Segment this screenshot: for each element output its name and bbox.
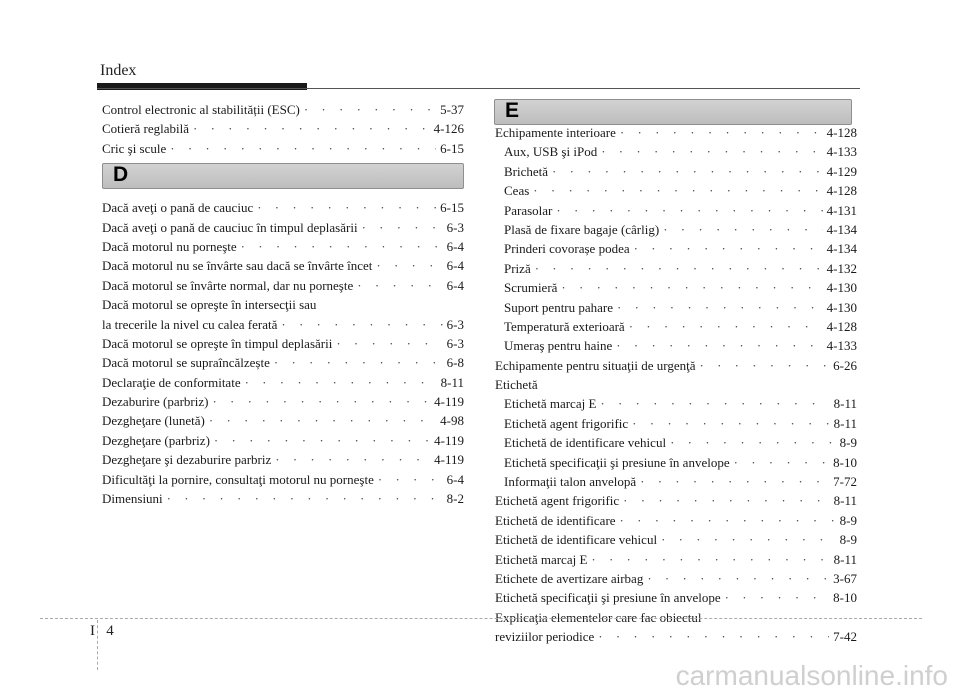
leader-dots — [210, 431, 430, 450]
index-entry — [495, 317, 857, 336]
section-header-d — [102, 163, 464, 189]
index-entry-page: 4-126 — [433, 121, 464, 137]
leader-dots — [548, 162, 823, 181]
index-entry-text: Etichetă de identificare vehicul — [495, 532, 658, 548]
leader-dots — [594, 627, 829, 646]
index-column-left — [102, 100, 464, 508]
index-entry — [102, 411, 464, 430]
leader-dots — [353, 276, 442, 295]
index-entry-page: 8-9 — [839, 532, 857, 548]
index-entry-text: Dacă motorul nu porneşte — [102, 238, 237, 254]
index-entry — [102, 315, 464, 334]
index-entry-text: Dificultăţi la pornire, consultaţi motorul nu porneşte — [102, 471, 374, 487]
index-entry — [102, 256, 464, 275]
page-title: Index — [100, 62, 137, 79]
page-number — [90, 623, 114, 640]
index-entry-page: 6-3 — [446, 316, 464, 332]
index-entry-page: 6-15 — [440, 200, 464, 216]
index-entry-text: Etichetă agent frigorific — [504, 415, 629, 431]
index-entry — [495, 627, 857, 646]
index-entry-text: Dezaburire (parbriz) — [102, 394, 209, 410]
index-entry-text: Dacă aveţi o pană de cauciuc — [102, 200, 254, 216]
index-entry — [495, 220, 857, 239]
index-entry-page: 6-8 — [446, 355, 464, 371]
index-entry-page: 8-11 — [440, 374, 464, 390]
index-entry-text: Dezgheţare (parbriz) — [102, 432, 210, 448]
index-entry-text: Brichetă — [504, 163, 549, 179]
leader-dots — [205, 411, 436, 430]
index-entry-page: 6-4 — [446, 471, 464, 487]
index-entry-text: Dezgheţare şi dezaburire parbriz — [102, 452, 272, 468]
leader-dots — [552, 201, 822, 220]
leader-dots — [374, 470, 443, 489]
index-entry — [495, 414, 857, 433]
leader-dots — [619, 491, 829, 510]
index-entry-page: 4-133 — [826, 144, 857, 160]
index-entry-text: Scrumieră — [504, 280, 558, 296]
index-entry-text: Cotieră reglabilă — [102, 121, 189, 137]
leader-dots — [531, 259, 823, 278]
leader-dots — [630, 239, 823, 258]
index-entry — [102, 198, 464, 217]
index-entry-page: 8-11 — [833, 493, 857, 509]
index-entry-text: Priză — [504, 260, 531, 276]
index-entry-page: 7-42 — [833, 629, 857, 645]
index-entry-page: 4-128 — [826, 125, 857, 140]
index-entry-page: 8-9 — [839, 512, 857, 528]
index-column-right — [495, 123, 857, 647]
index-entry-text: la trecerile la nivel cu calea ferată — [102, 316, 278, 332]
index-entry-text: reviziilor periodice — [495, 629, 595, 645]
index-entry-text: Echipamente interioare — [495, 125, 616, 140]
index-entry-text: Dacă aveţi o pană de cauciuc în timpul deplasării — [102, 219, 358, 235]
index-entry — [102, 334, 464, 353]
index-entry — [495, 336, 857, 355]
index-entry-text: Cric şi scule — [102, 140, 167, 156]
leader-dots — [253, 198, 436, 217]
page-number-value: 4 — [106, 623, 114, 639]
index-entry-text: Dacă motorul nu se învârte sau dacă se învârte încet — [102, 258, 373, 274]
index-entry — [495, 259, 857, 278]
leader-dots — [730, 453, 830, 472]
index-entry-text: Etichetă de identificare — [495, 512, 616, 528]
leader-dots — [166, 139, 436, 158]
index-entry-text: Etichetă marcaj E — [504, 396, 597, 412]
title-rule — [97, 88, 860, 89]
index-entry — [495, 569, 857, 588]
index-entry-page: 8-10 — [833, 454, 857, 470]
leader-dots — [358, 218, 443, 237]
index-entry-heading: Dacă motorul se opreşte în intersecţii sau — [102, 297, 317, 313]
index-entry-page: 8-10 — [833, 590, 857, 606]
index-entry — [495, 433, 857, 452]
index-entry — [495, 588, 857, 607]
index-entry — [102, 218, 464, 237]
watermark: carmanualsonline.info — [675, 660, 948, 691]
index-entry-page: 6-4 — [446, 277, 464, 293]
section-header-e — [494, 99, 852, 125]
leader-dots — [300, 100, 436, 119]
index-entry-page: 4-128 — [826, 318, 857, 334]
index-entry-page: 4-132 — [826, 260, 857, 276]
leader-dots — [666, 433, 836, 452]
index-entry — [102, 276, 464, 295]
leader-dots — [616, 123, 823, 142]
index-entry-text: Plasă de fixare bagaje (cârlig) — [504, 221, 660, 237]
index-entry-text: Etichetă agent frigorific — [495, 493, 620, 509]
index-entry-page: 8-9 — [839, 435, 857, 451]
index-entry — [102, 470, 464, 489]
index-entry — [102, 431, 464, 450]
index-entry-page: 4-131 — [826, 202, 857, 218]
index-entry — [495, 472, 857, 491]
index-entry — [495, 356, 857, 375]
index-entry-page: 8-11 — [833, 396, 857, 412]
leader-dots — [557, 278, 822, 297]
leader-dots — [616, 511, 836, 530]
leader-dots — [643, 569, 829, 588]
index-entry — [495, 239, 857, 258]
index-entry-text: Ceas — [504, 183, 530, 199]
index-entry-page: 6-3 — [446, 335, 464, 351]
leader-dots — [597, 142, 822, 161]
index-entry-text: Informaţii talon anvelopă — [504, 474, 637, 490]
leader-dots — [270, 353, 443, 372]
index-entry-text: Etichetă specificaţii şi presiune în anvelope — [504, 454, 730, 470]
index-entry-text: Prinderi covorașe podea — [504, 241, 630, 257]
index-entry-page: 4-133 — [826, 338, 857, 354]
index-entry-page: 6-4 — [446, 238, 464, 254]
leader-dots — [271, 450, 430, 469]
index-entry-text: Etichetă specificaţii şi presiune în anvelope — [495, 590, 721, 606]
index-entry — [495, 491, 857, 510]
index-entry — [102, 373, 464, 392]
index-entry-page: 6-26 — [833, 357, 857, 373]
index-entry-page: 4-130 — [826, 299, 857, 315]
index-entry — [102, 450, 464, 469]
index-entry-text: Echipamente pentru situaţii de urgenţă — [495, 357, 696, 373]
index-entry-page: 6-4 — [446, 258, 464, 274]
leader-dots — [241, 373, 437, 392]
index-entry-text: Umeraş pentru haine — [504, 338, 613, 354]
section-letter-e: E — [505, 99, 520, 122]
index-entry-page: 6-3 — [446, 219, 464, 235]
index-entry — [495, 550, 857, 569]
leader-dots — [277, 315, 442, 334]
index-entry-page: 8-2 — [446, 491, 464, 507]
index-entry-text: Etichetă de identificare vehicul — [504, 435, 667, 451]
index-entry-text: Declaraţie de conformitate — [102, 374, 241, 390]
index-entry-text: Aux, USB şi iPod — [504, 144, 598, 160]
index-entry — [102, 392, 464, 411]
index-entry-page: 4-119 — [434, 394, 464, 410]
index-entry-page: 5-37 — [440, 102, 464, 117]
index-entry — [495, 162, 857, 181]
leader-dots — [237, 237, 443, 256]
leader-dots — [587, 550, 829, 569]
leader-dots — [529, 181, 822, 200]
leader-dots — [372, 256, 442, 275]
index-entry — [495, 278, 857, 297]
index-entry-text: Parasolar — [504, 202, 553, 218]
index-entry-text: Dacă motorul se învârte normal, dar nu porneşte — [102, 277, 354, 293]
index-entry-heading: Explicaţia elementelor care fac obiectul — [495, 609, 702, 625]
index-entry — [102, 119, 464, 138]
leader-dots — [659, 220, 822, 239]
leader-dots — [163, 489, 443, 508]
index-entry-page: 4-128 — [826, 183, 857, 199]
index-entry-text: Temperatură exterioară — [504, 318, 625, 334]
leader-dots — [208, 392, 430, 411]
leader-dots — [332, 334, 442, 353]
footer-rule — [40, 618, 922, 619]
page-section-letter: I — [90, 623, 95, 639]
index-entry-text: Dacă motorul se supraîncălzește — [102, 355, 270, 371]
leader-dots — [613, 298, 823, 317]
index-entry — [495, 181, 857, 200]
index-entry-page: 8-11 — [833, 551, 857, 567]
leader-dots — [596, 394, 829, 413]
index-entry-page: 3-67 — [833, 570, 857, 586]
index-entry — [495, 530, 857, 549]
index-entry-page: 4-119 — [434, 432, 464, 448]
index-entry-page: 8-11 — [833, 415, 857, 431]
index-entry — [102, 237, 464, 256]
index-entry-text: Etichete de avertizare airbag — [495, 570, 644, 586]
index-entry — [495, 394, 857, 413]
leader-dots — [628, 414, 829, 433]
index-entry-text: Dezgheţare (lunetă) — [102, 413, 205, 429]
leader-dots — [189, 119, 430, 138]
index-entry-text: Dimensiuni — [102, 491, 163, 507]
index-entry — [102, 100, 464, 119]
index-entry — [495, 142, 857, 161]
index-entry-page: 4-134 — [826, 241, 857, 257]
index-entry — [495, 511, 857, 530]
index-entry — [495, 453, 857, 472]
leader-dots — [657, 530, 836, 549]
section-letter-d: D — [113, 163, 129, 187]
index-entry — [495, 123, 857, 142]
index-entry — [495, 201, 857, 220]
index-entry — [102, 489, 464, 508]
index-entry-text: Etichetă marcaj E — [495, 551, 588, 567]
index-entry — [102, 353, 464, 372]
leader-dots — [695, 356, 829, 375]
index-entry-page: 4-98 — [440, 413, 464, 429]
index-entry-page: 4-130 — [826, 280, 857, 296]
index-entry-text: Suport pentru pahare — [504, 299, 614, 315]
index-entry-page: 7-72 — [833, 474, 857, 490]
index-entry-page: 4-134 — [826, 221, 857, 237]
index-entry-page: 4-119 — [434, 452, 464, 468]
index-entry-text: Control electronic al stabilității (ESC) — [102, 102, 300, 117]
index-entry-page: 6-15 — [440, 140, 464, 156]
leader-dots — [612, 336, 822, 355]
index-entry — [495, 298, 857, 317]
index-entry — [102, 139, 464, 158]
index-entry-text: Dacă motorul se opreşte în timpul deplasării — [102, 335, 333, 351]
leader-dots — [721, 588, 830, 607]
index-entry-page: 4-129 — [826, 163, 857, 179]
index-entry-heading: Etichetă — [495, 377, 538, 393]
leader-dots — [636, 472, 829, 491]
leader-dots — [625, 317, 823, 336]
